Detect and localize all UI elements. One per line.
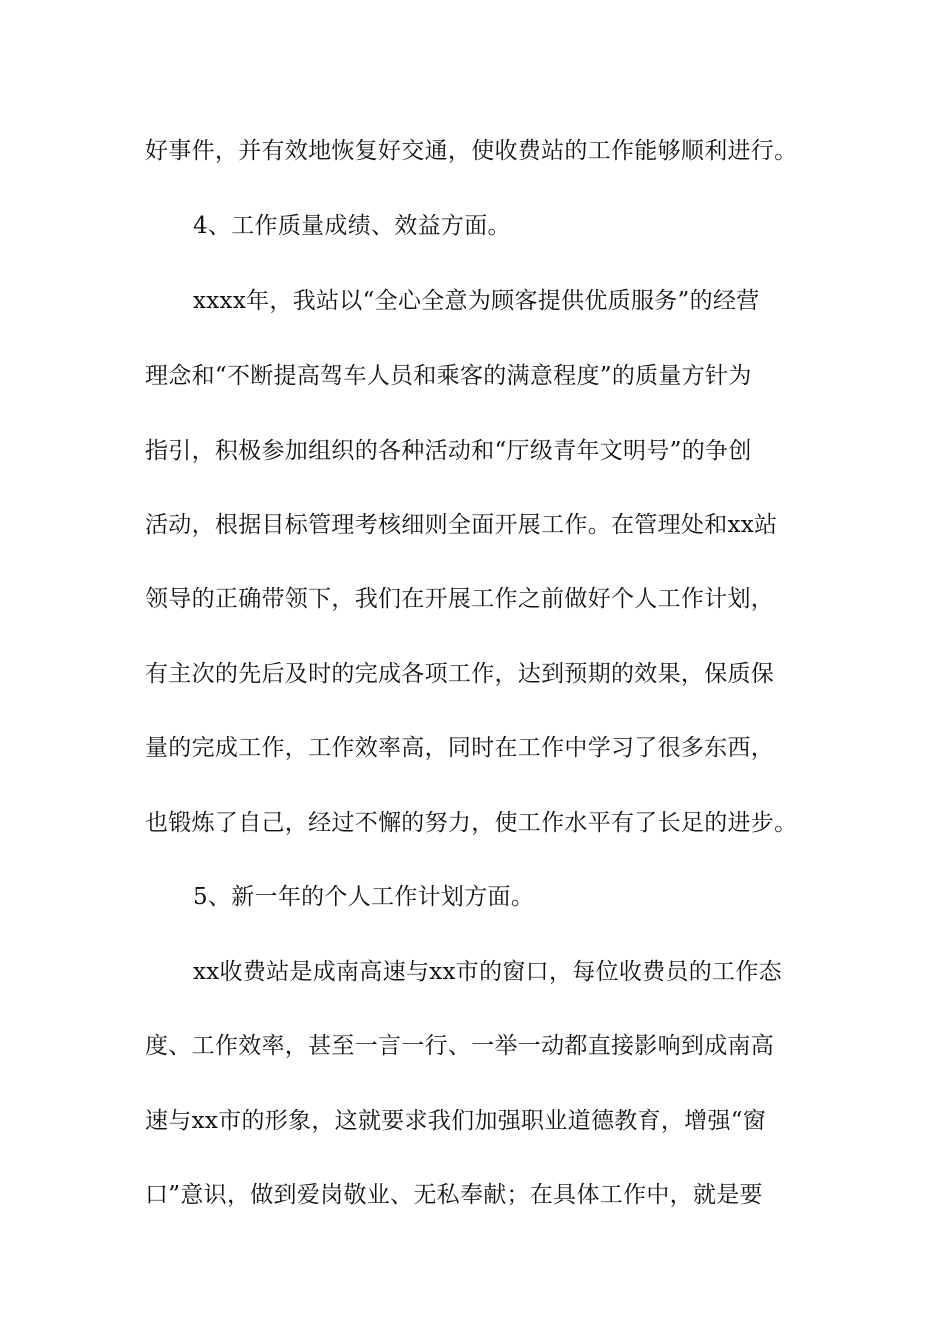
text-line-4: 理念和“不断提高驾车人员和乘客的满意程度”的质量方针为 — [145, 363, 752, 389]
section-heading-4: 4、工作质量成绩、效益方面。 — [193, 213, 511, 239]
text-line-9: 量的完成工作，工作效率高，同时在工作中学习了很多东西， — [145, 735, 775, 761]
text-line-13: 度、工作效率，甚至一言一行、一举一动都直接影响到成南高 — [145, 1033, 775, 1059]
text-line-10: 也锻炼了自己，经过不懈的努力，使工作水平有了长足的进步。 — [145, 810, 798, 836]
text-line-12: xx收费站是成南高速与xx市的窗口，每位收费员的工作态 — [193, 959, 782, 985]
text-line-5: 指引，积极参加组织的各种活动和“厅级青年文明号”的争创 — [145, 438, 752, 464]
section-heading-5: 5、新一年的个人工作计划方面。 — [193, 884, 535, 910]
text-line-15: 口”意识，做到爱岗敬业、无私奉献；在具体工作中，就是要 — [145, 1182, 763, 1208]
text-line-7: 领导的正确带领下，我们在开展工作之前做好个人工作计划， — [145, 586, 775, 612]
text-line-3: xxxx年，我站以“全心全意为顾客提供优质服务”的经营 — [193, 288, 760, 314]
text-line-8: 有主次的先后及时的完成各项工作，达到预期的效果，保质保 — [145, 661, 775, 687]
text-line-6: 活动，根据目标管理考核细则全面开展工作。在管理处和xx站 — [145, 512, 778, 538]
text-line-1: 好事件，并有效地恢复好交通，使收费站的工作能够顺利进行。 — [145, 138, 798, 164]
text-line-14: 速与xx市的形象，这就要求我们加强职业道德教育，增强“窗 — [145, 1108, 767, 1134]
